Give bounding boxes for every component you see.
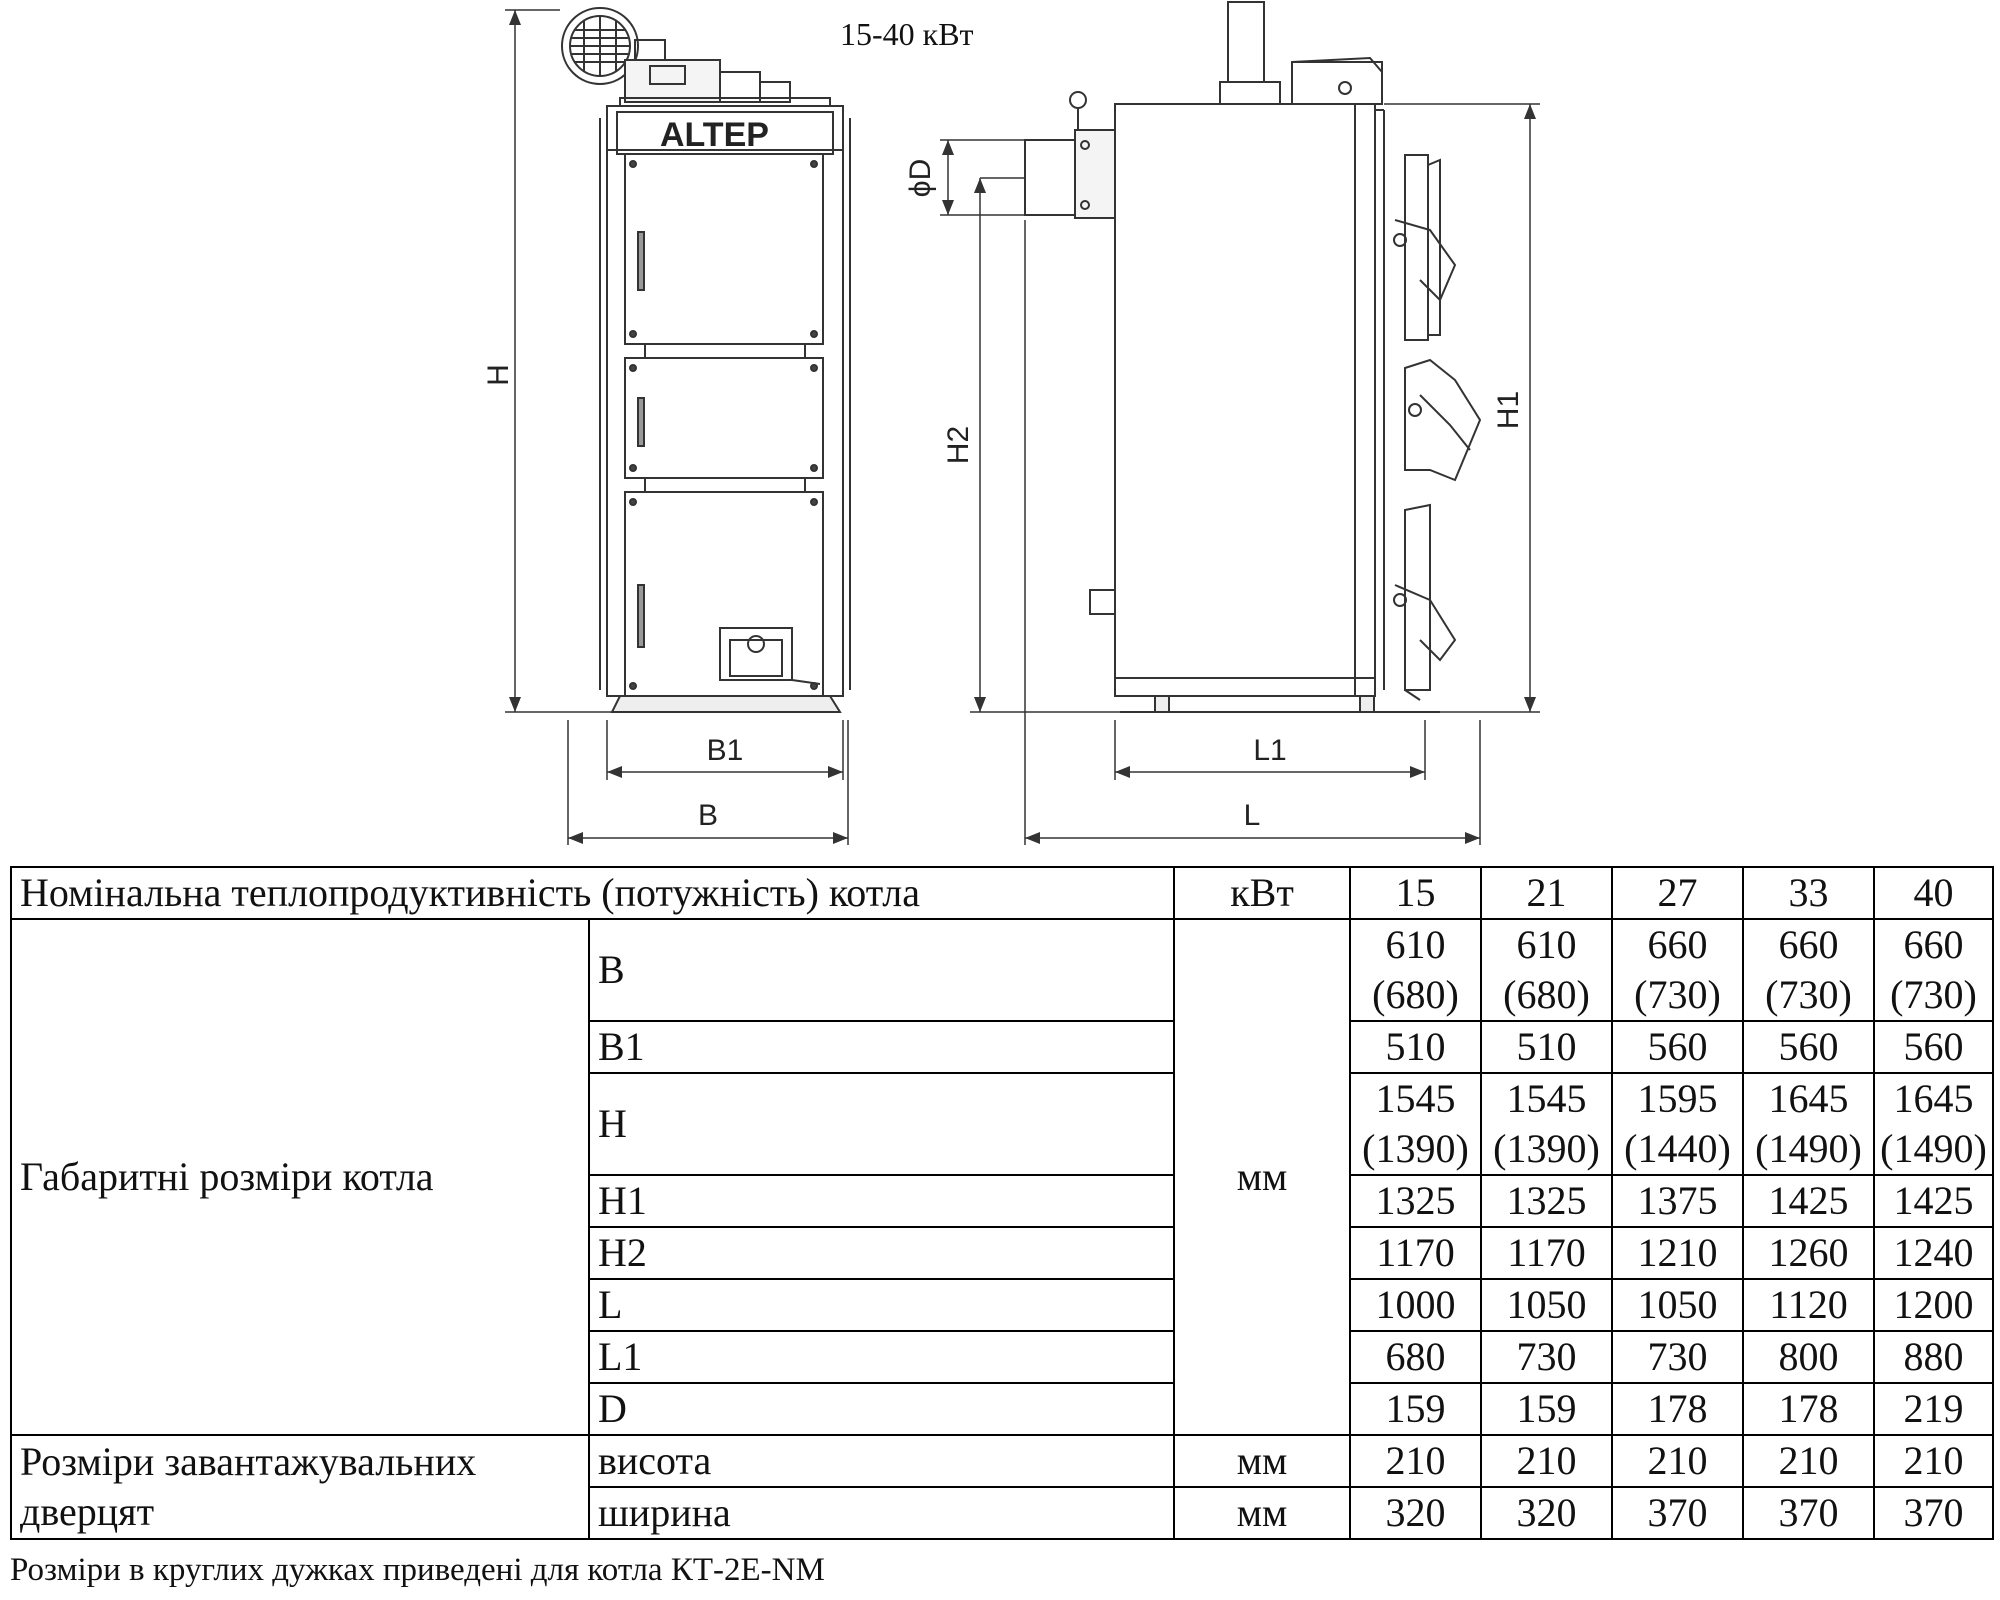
dim-label-h: H: [482, 364, 515, 386]
dim-value: 1120: [1743, 1279, 1874, 1331]
dim-value: 1425: [1874, 1175, 1993, 1227]
dim-value: 730: [1481, 1331, 1612, 1383]
dim-value: 1425: [1743, 1175, 1874, 1227]
flue-pipe: [1025, 92, 1115, 218]
door-value: 370: [1743, 1487, 1874, 1539]
door-value: 210: [1874, 1435, 1993, 1487]
dim-value: 1170: [1481, 1227, 1612, 1279]
power-value: 27: [1612, 867, 1743, 919]
dim-value: 1000: [1350, 1279, 1481, 1331]
dim-name: H: [589, 1073, 1174, 1175]
upper-door: [625, 154, 823, 344]
diagram-title: 15-40 кВт: [840, 16, 974, 52]
boiler-body-side: [1115, 104, 1375, 696]
dim-value: 159: [1481, 1383, 1612, 1435]
door-dim-name: висота: [589, 1435, 1174, 1487]
door-value: 320: [1481, 1487, 1612, 1539]
dim-label-phi-d: ϕD: [904, 158, 937, 198]
dim-value: 610 (680): [1350, 919, 1481, 1021]
dim-label-b: B: [697, 799, 719, 832]
dim-value: 1240: [1874, 1227, 1993, 1279]
dim-value: 1170: [1350, 1227, 1481, 1279]
dims-label: Габаритні розміри котла: [11, 919, 589, 1435]
dim-value: 510: [1350, 1021, 1481, 1073]
dim-value: 178: [1743, 1383, 1874, 1435]
dim-label-h2: H2: [942, 425, 975, 465]
dim-row-b: [11, 919, 1993, 1021]
middle-door: [625, 358, 823, 478]
door-unit: мм: [1174, 1435, 1350, 1487]
dim-value: 159: [1350, 1383, 1481, 1435]
dim-value: 219: [1874, 1383, 1993, 1435]
dim-name: H1: [589, 1175, 1174, 1227]
dim-value: 660 (730): [1743, 919, 1874, 1021]
dim-value: 1050: [1481, 1279, 1612, 1331]
door-value: 320: [1350, 1487, 1481, 1539]
door-handles: [1394, 155, 1480, 700]
door-value: 370: [1612, 1487, 1743, 1539]
dim-value: 660 (730): [1874, 919, 1993, 1021]
dim-name: H2: [589, 1227, 1174, 1279]
dim-value: 1645 (1490): [1743, 1073, 1874, 1175]
door-value: 210: [1612, 1435, 1743, 1487]
dims-unit: мм: [1174, 919, 1350, 1435]
dim-value: 1260: [1743, 1227, 1874, 1279]
dim-name: L1: [589, 1331, 1174, 1383]
dim-value: 1200: [1874, 1279, 1993, 1331]
power-unit: кВт: [1174, 867, 1350, 919]
dim-name: L: [589, 1279, 1174, 1331]
dim-value: 560: [1874, 1021, 1993, 1073]
dim-value: 1325: [1481, 1175, 1612, 1227]
power-value: 15: [1350, 867, 1481, 919]
dim-value: 1595 (1440): [1612, 1073, 1743, 1175]
door-unit: мм: [1174, 1487, 1350, 1539]
power-row: [11, 867, 1993, 919]
dim-value: 660 (730): [1612, 919, 1743, 1021]
dim-value: 1545 (1390): [1350, 1073, 1481, 1175]
door-label: Розміри завантажувальних дверцят: [11, 1435, 589, 1539]
control-unit: [620, 60, 830, 106]
front-view: [562, 8, 850, 712]
dim-value: 1210: [1612, 1227, 1743, 1279]
power-label: Номінальна теплопродуктивність (потужність) котла: [11, 867, 1174, 919]
door-value: 210: [1350, 1435, 1481, 1487]
dim-value: 178: [1612, 1383, 1743, 1435]
dim-name: B: [589, 919, 1174, 1021]
dim-value: 800: [1743, 1331, 1874, 1383]
dim-value: 1545 (1390): [1481, 1073, 1612, 1175]
brand-logo: ALTEP: [660, 116, 769, 154]
dim-value: 560: [1612, 1021, 1743, 1073]
dim-label-l: L: [1243, 799, 1261, 832]
door-value: 210: [1743, 1435, 1874, 1487]
side-view: [1025, 2, 1480, 712]
dim-value: 680: [1350, 1331, 1481, 1383]
dim-value: 610 (680): [1481, 919, 1612, 1021]
door-row-height: [11, 1435, 1993, 1487]
dim-value: 1645 (1490): [1874, 1073, 1993, 1175]
dim-value: 1050: [1612, 1279, 1743, 1331]
power-value: 21: [1481, 867, 1612, 919]
dim-value: 510: [1481, 1021, 1612, 1073]
dim-value: 560: [1743, 1021, 1874, 1073]
dim-value: 730: [1612, 1331, 1743, 1383]
dim-label-h1: H1: [1492, 390, 1525, 430]
dim-label-l1: L1: [1253, 734, 1287, 767]
footnote: Розміри в круглих дужках приведені для котла КТ-2Е-NM: [10, 1552, 825, 1588]
power-value: 33: [1743, 867, 1874, 919]
lower-door: [625, 492, 823, 696]
dim-value: 1375: [1612, 1175, 1743, 1227]
dim-value: 880: [1874, 1331, 1993, 1383]
dim-name: D: [589, 1383, 1174, 1435]
door-value: 210: [1481, 1435, 1612, 1487]
door-dim-name: ширина: [589, 1487, 1174, 1539]
spec-table: [10, 866, 1994, 1540]
dim-label-b1: B1: [706, 734, 744, 767]
power-value: 40: [1874, 867, 1993, 919]
dim-value: 1325: [1350, 1175, 1481, 1227]
dim-name: B1: [589, 1021, 1174, 1073]
door-value: 370: [1874, 1487, 1993, 1539]
